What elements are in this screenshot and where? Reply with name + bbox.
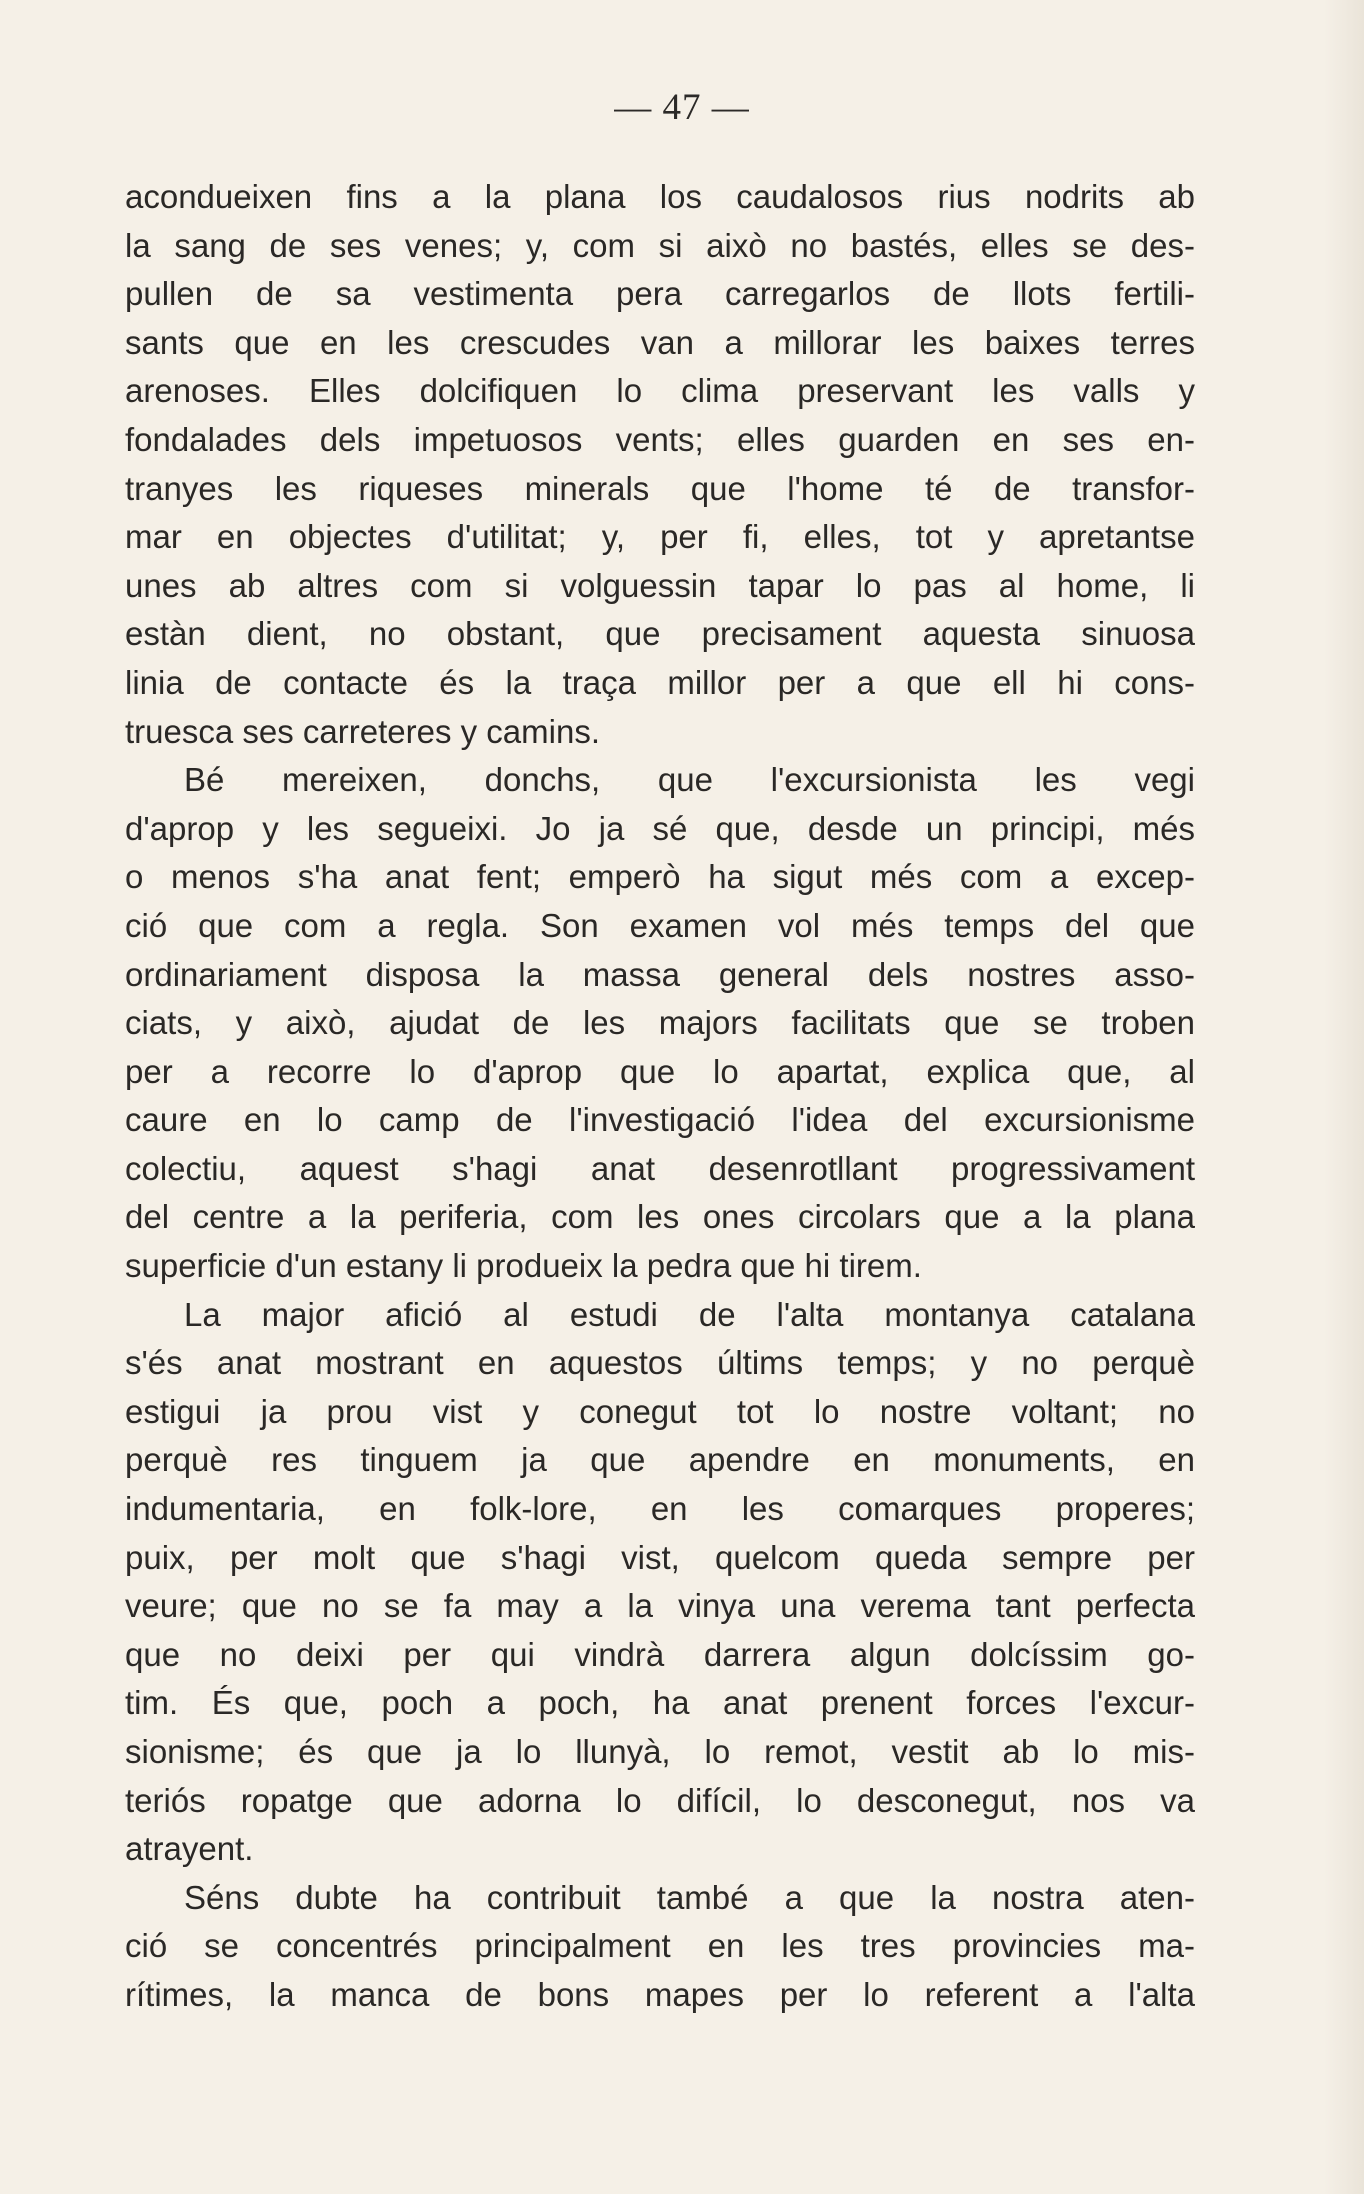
text-line: ció que com a regla. Son examen vol més temps del que [125, 906, 1195, 944]
text-line: teriós ropatge que adorna lo difícil, lo desconegut, nos va [125, 1781, 1195, 1819]
text-line: acondueixen fins a la plana los caudalosos rius nodrits ab [125, 178, 1195, 215]
text-line: d'aprop y les segueixi. Jo ja sé que, desde un principi, més [125, 809, 1195, 847]
text-line: tranyes les riqueses minerals que l'home té de transfor- [125, 469, 1195, 507]
text-line: estàn dient, no obstant, que precisament aquesta sinuosa [125, 615, 1195, 653]
text-line: estigui ja prou vist y conegut tot lo nostre voltant; no [125, 1392, 1195, 1430]
text-line: mar en objectes d'utilitat; y, per fi, elles, tot y apretantse [125, 518, 1195, 556]
text-line: que no deixi per qui vindrà darrera algun dolcíssim go- [125, 1635, 1195, 1673]
text-line: Bé mereixen, donchs, que l'excursionista les vegi [184, 761, 1195, 799]
text-line: perquè res tinguem ja que apendre en monuments, en [125, 1441, 1195, 1479]
text-line: sants que en les crescudes van a millorar les baixes terres [125, 323, 1195, 361]
text-line: truesca ses carreteres y camins. [125, 712, 600, 750]
text-line: atrayent. [125, 1830, 254, 1868]
body-text [125, 173, 1195, 2020]
text-line: per a recorre lo d'aprop que lo apartat, explica que, al [125, 1052, 1195, 1090]
text-line: linia de contacte és la traça millor per a que ell hi cons- [125, 663, 1195, 701]
text-line: colectiu, aquest s'hagi anat desenrotllant progressivament [125, 1149, 1195, 1187]
text-line: la sang de ses venes; y, com si això no bastés, elles se des- [125, 226, 1195, 264]
text-line: La major afició al estudi de l'alta montanya catalana [184, 1295, 1195, 1333]
text-line: arenoses. Elles dolcifiquen lo clima preservant les valls y [125, 372, 1195, 410]
text-line: indumentaria, en folk-lore, en les comarques properes; [125, 1490, 1195, 1528]
text-line: Séns dubte ha contribuit també a que la nostra aten- [184, 1878, 1195, 1916]
text-line: ordinariament disposa la massa general dels nostres asso- [125, 955, 1195, 993]
text-line: caure en lo camp de l'investigació l'idea del excursionisme [125, 1101, 1195, 1139]
text-line: unes ab altres com si volguessin tapar lo pas al home, li [125, 566, 1195, 604]
text-line: fondalades dels impetuosos vents; elles guarden en ses en- [125, 420, 1195, 458]
page-edge-shadow [1324, 0, 1364, 2194]
text-line: veure; que no se fa may a la vinya una verema tant perfecta [125, 1587, 1195, 1625]
text-line: del centre a la periferia, com les ones circolars que a la plana [125, 1198, 1195, 1236]
text-line: o menos s'ha anat fent; emperò ha sigut més com a excep- [125, 858, 1195, 896]
text-line: rítimes, la manca de bons mapes per lo referent a l'alta [125, 1975, 1195, 2013]
text-line: puix, per molt que s'hagi vist, quelcom queda sempre per [125, 1538, 1195, 1576]
text-line: sionisme; és que ja lo llunyà, lo remot, vestit ab lo mis- [125, 1733, 1195, 1770]
text-line: pullen de sa vestimenta pera carregarlos de llots fertili- [125, 275, 1195, 313]
text-line: tim. És que, poch a poch, ha anat prenent forces l'excur- [125, 1684, 1195, 1722]
text-line: superficie d'un estany li produeix la pedra que hi tirem. [125, 1247, 922, 1285]
text-line: ciats, y això, ajudat de les majors facilitats que se troben [125, 1004, 1195, 1042]
text-line: ció se concentrés principalment en les tres provincies ma- [125, 1927, 1195, 1965]
text-line: s'és anat mostrant en aquestos últims temps; y no perquè [125, 1344, 1195, 1382]
page-number: — 47 — [614, 87, 750, 128]
